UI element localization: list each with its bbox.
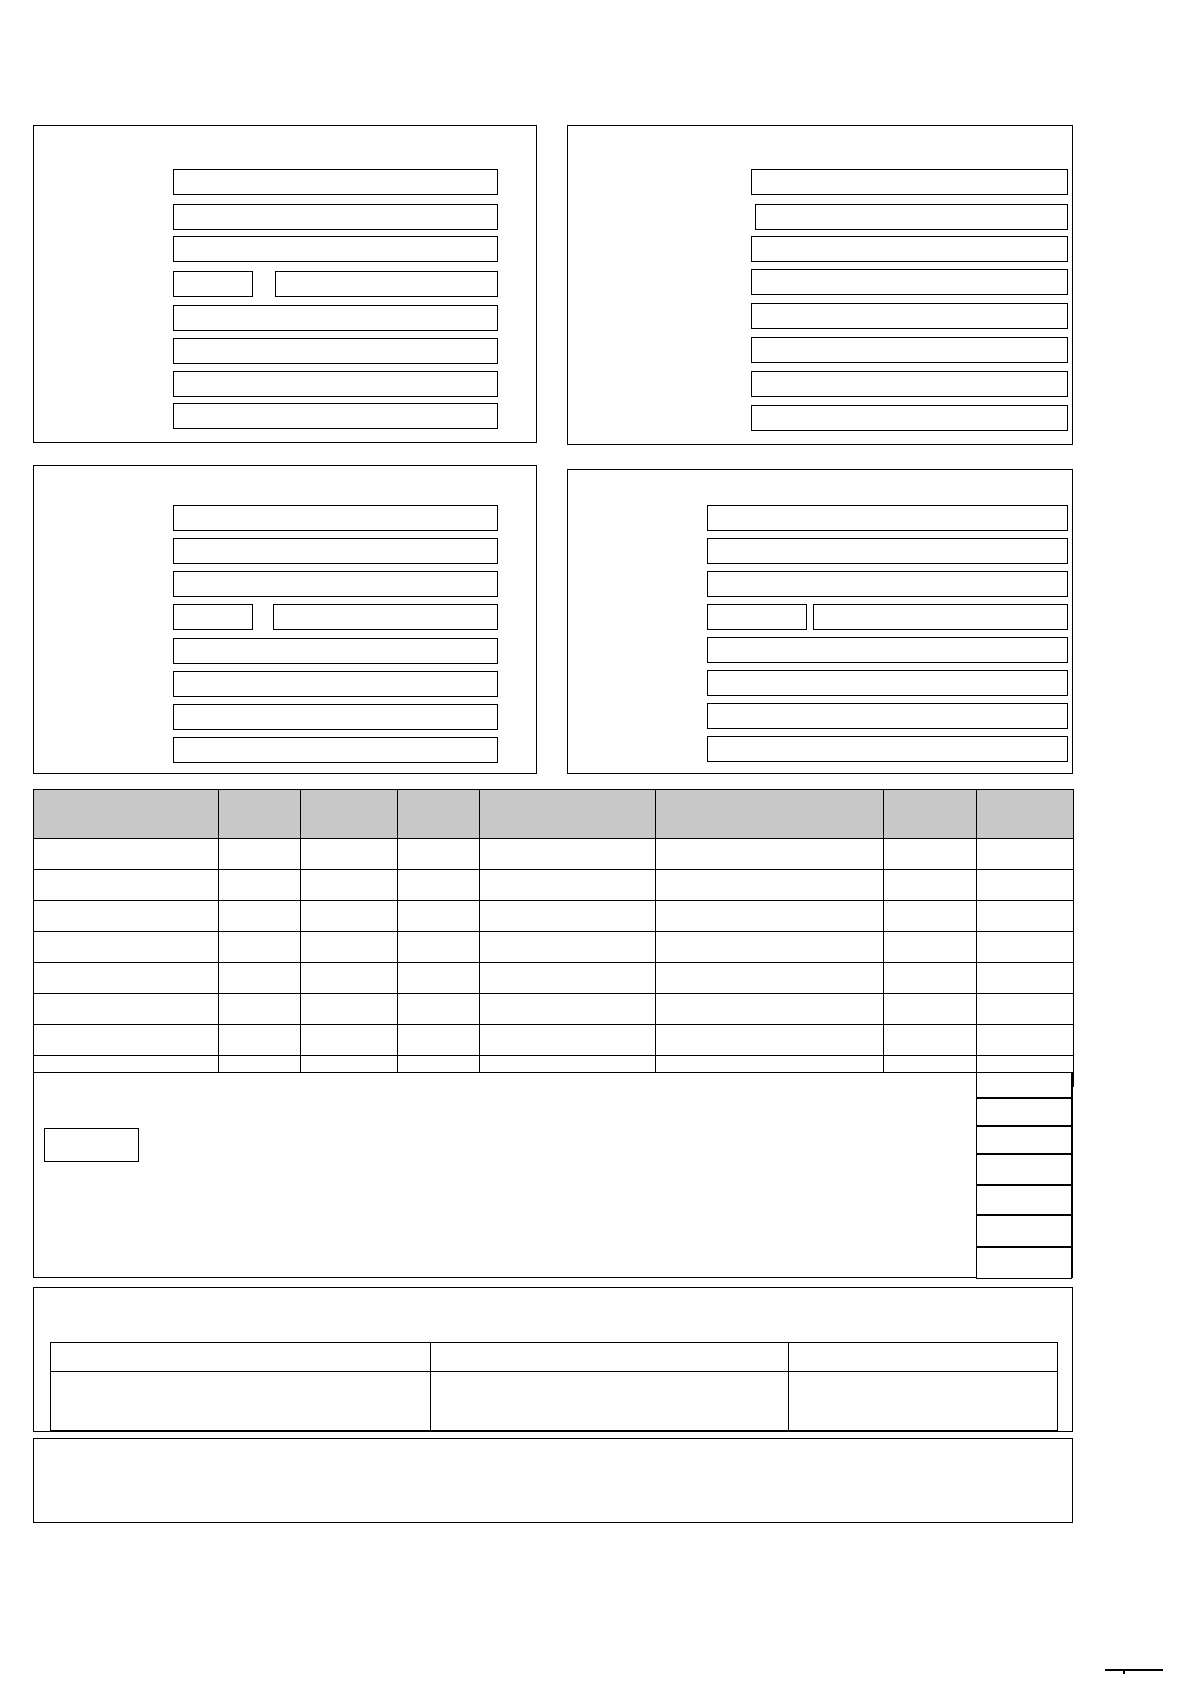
item-cell[interactable] bbox=[977, 839, 1074, 870]
supplier-field-5[interactable] bbox=[173, 305, 498, 331]
payment-field-2[interactable] bbox=[707, 538, 1068, 564]
page-bottom-mark bbox=[1105, 1669, 1163, 1676]
item-cell[interactable] bbox=[34, 1025, 219, 1056]
supplier-field-4-left[interactable] bbox=[173, 271, 253, 297]
table-row[interactable] bbox=[34, 932, 1074, 963]
items-col-header-4 bbox=[398, 790, 480, 839]
item-cell[interactable] bbox=[480, 870, 656, 901]
item-cell[interactable] bbox=[301, 901, 398, 932]
item-cell[interactable] bbox=[884, 901, 977, 932]
item-cell[interactable] bbox=[977, 1025, 1074, 1056]
item-cell[interactable] bbox=[480, 963, 656, 994]
supplier-field-8[interactable] bbox=[173, 403, 498, 429]
customer-block bbox=[567, 125, 1073, 445]
supplier-block bbox=[33, 125, 537, 443]
table-row[interactable] bbox=[34, 963, 1074, 994]
customer-field-3[interactable] bbox=[751, 236, 1068, 262]
item-cell[interactable] bbox=[219, 901, 301, 932]
supplier-field-7[interactable] bbox=[173, 371, 498, 397]
item-cell[interactable] bbox=[34, 870, 219, 901]
item-cell[interactable] bbox=[656, 994, 884, 1025]
item-cell[interactable] bbox=[219, 994, 301, 1025]
item-cell[interactable] bbox=[301, 870, 398, 901]
item-cell[interactable] bbox=[301, 839, 398, 870]
table-row[interactable] bbox=[34, 870, 1074, 901]
item-cell[interactable] bbox=[977, 870, 1074, 901]
totals-cell-7[interactable] bbox=[976, 1247, 1072, 1279]
totals-cell-2[interactable] bbox=[976, 1098, 1072, 1126]
totals-cell-3[interactable] bbox=[976, 1126, 1072, 1154]
items-col-header-2 bbox=[219, 790, 301, 839]
item-cell[interactable] bbox=[884, 994, 977, 1025]
item-cell[interactable] bbox=[219, 1025, 301, 1056]
item-cell[interactable] bbox=[656, 963, 884, 994]
item-cell[interactable] bbox=[301, 994, 398, 1025]
signature-table bbox=[50, 1342, 1058, 1431]
totals-cell-1[interactable] bbox=[976, 1072, 1072, 1098]
item-cell[interactable] bbox=[884, 932, 977, 963]
signature-header-3 bbox=[789, 1343, 1058, 1372]
customer-field-2[interactable] bbox=[755, 204, 1068, 230]
supplier-field-2[interactable] bbox=[173, 204, 498, 230]
item-cell[interactable] bbox=[656, 870, 884, 901]
item-cell[interactable] bbox=[301, 932, 398, 963]
signature-value-row[interactable] bbox=[51, 1372, 1058, 1431]
item-cell[interactable] bbox=[398, 901, 480, 932]
items-col-header-6 bbox=[656, 790, 884, 839]
table-row[interactable] bbox=[34, 839, 1074, 870]
payment-field-7[interactable] bbox=[707, 703, 1068, 729]
customer-field-8[interactable] bbox=[751, 405, 1068, 431]
item-cell[interactable] bbox=[34, 994, 219, 1025]
item-cell[interactable] bbox=[480, 839, 656, 870]
customer-field-1[interactable] bbox=[751, 169, 1068, 195]
item-cell[interactable] bbox=[884, 839, 977, 870]
supplier-field-1[interactable] bbox=[173, 169, 498, 195]
customer-field-6[interactable] bbox=[751, 337, 1068, 363]
item-cell[interactable] bbox=[884, 963, 977, 994]
delivery-field-4-left[interactable] bbox=[173, 604, 253, 630]
item-cell[interactable] bbox=[398, 839, 480, 870]
item-cell[interactable] bbox=[480, 901, 656, 932]
totals-cell-4[interactable] bbox=[976, 1154, 1072, 1185]
customer-field-5[interactable] bbox=[751, 303, 1068, 329]
item-cell[interactable] bbox=[480, 994, 656, 1025]
payment-block bbox=[567, 469, 1073, 774]
item-cell[interactable] bbox=[480, 1025, 656, 1056]
item-cell[interactable] bbox=[219, 963, 301, 994]
delivery-field-1[interactable] bbox=[173, 505, 498, 531]
table-row[interactable] bbox=[34, 1025, 1074, 1056]
customer-field-4[interactable] bbox=[751, 269, 1068, 295]
item-cell[interactable] bbox=[34, 932, 219, 963]
item-cell[interactable] bbox=[301, 963, 398, 994]
signature-header-row bbox=[51, 1343, 1058, 1372]
supplier-field-4-right[interactable] bbox=[275, 271, 498, 297]
item-cell[interactable] bbox=[977, 901, 1074, 932]
signature-value-3[interactable] bbox=[789, 1372, 1058, 1431]
item-cell[interactable] bbox=[977, 994, 1074, 1025]
item-cell[interactable] bbox=[977, 932, 1074, 963]
signature-header-1 bbox=[51, 1343, 431, 1372]
table-row[interactable] bbox=[34, 901, 1074, 932]
item-cell[interactable] bbox=[398, 1025, 480, 1056]
delivery-field-2[interactable] bbox=[173, 538, 498, 564]
item-cell[interactable] bbox=[34, 901, 219, 932]
item-cell[interactable] bbox=[656, 901, 884, 932]
notes-totals-panel bbox=[33, 1072, 1073, 1278]
item-cell[interactable] bbox=[398, 870, 480, 901]
delivery-field-8[interactable] bbox=[173, 737, 498, 763]
delivery-field-3[interactable] bbox=[173, 571, 498, 597]
signature-value-1[interactable] bbox=[51, 1372, 431, 1431]
item-cell[interactable] bbox=[656, 932, 884, 963]
item-cell[interactable] bbox=[219, 870, 301, 901]
notes-text[interactable] bbox=[44, 1083, 874, 1263]
item-cell[interactable] bbox=[977, 963, 1074, 994]
items-col-header-1 bbox=[34, 790, 219, 839]
item-cell[interactable] bbox=[34, 963, 219, 994]
item-cell[interactable] bbox=[480, 932, 656, 963]
items-table-header-row bbox=[34, 790, 1074, 839]
item-cell[interactable] bbox=[219, 839, 301, 870]
table-row[interactable] bbox=[34, 994, 1074, 1025]
items-col-header-5 bbox=[480, 790, 656, 839]
items-col-header-7 bbox=[884, 790, 977, 839]
items-col-header-8 bbox=[977, 790, 1074, 839]
supplier-field-6[interactable] bbox=[173, 338, 498, 364]
payment-field-8[interactable] bbox=[707, 736, 1068, 762]
payment-field-1[interactable] bbox=[707, 505, 1068, 531]
delivery-field-5[interactable] bbox=[173, 638, 498, 664]
item-cell[interactable] bbox=[656, 839, 884, 870]
item-cell[interactable] bbox=[301, 1025, 398, 1056]
items-col-header-3 bbox=[301, 790, 398, 839]
delivery-field-4-right[interactable] bbox=[273, 604, 498, 630]
delivery-block bbox=[33, 465, 537, 774]
delivery-field-6[interactable] bbox=[173, 671, 498, 697]
supplier-field-3[interactable] bbox=[173, 236, 498, 262]
signature-value-2[interactable] bbox=[431, 1372, 789, 1431]
item-cell[interactable] bbox=[398, 994, 480, 1025]
items-table bbox=[33, 789, 1074, 1087]
customer-field-7[interactable] bbox=[751, 371, 1068, 397]
item-cell[interactable] bbox=[219, 932, 301, 963]
payment-field-5[interactable] bbox=[707, 637, 1068, 663]
item-cell[interactable] bbox=[398, 932, 480, 963]
payment-field-6[interactable] bbox=[707, 670, 1068, 696]
item-cell[interactable] bbox=[34, 839, 219, 870]
payment-field-3[interactable] bbox=[707, 571, 1068, 597]
totals-cell-5[interactable] bbox=[976, 1185, 1072, 1215]
signature-header-2 bbox=[431, 1343, 789, 1372]
item-cell[interactable] bbox=[656, 1025, 884, 1056]
footer-panel bbox=[33, 1438, 1073, 1523]
totals-cell-6[interactable] bbox=[976, 1215, 1072, 1247]
payment-field-4-right[interactable] bbox=[813, 604, 1068, 630]
item-cell[interactable] bbox=[884, 1025, 977, 1056]
item-cell[interactable] bbox=[398, 963, 480, 994]
delivery-field-7[interactable] bbox=[173, 704, 498, 730]
payment-field-4-left[interactable] bbox=[707, 604, 807, 630]
item-cell[interactable] bbox=[884, 870, 977, 901]
